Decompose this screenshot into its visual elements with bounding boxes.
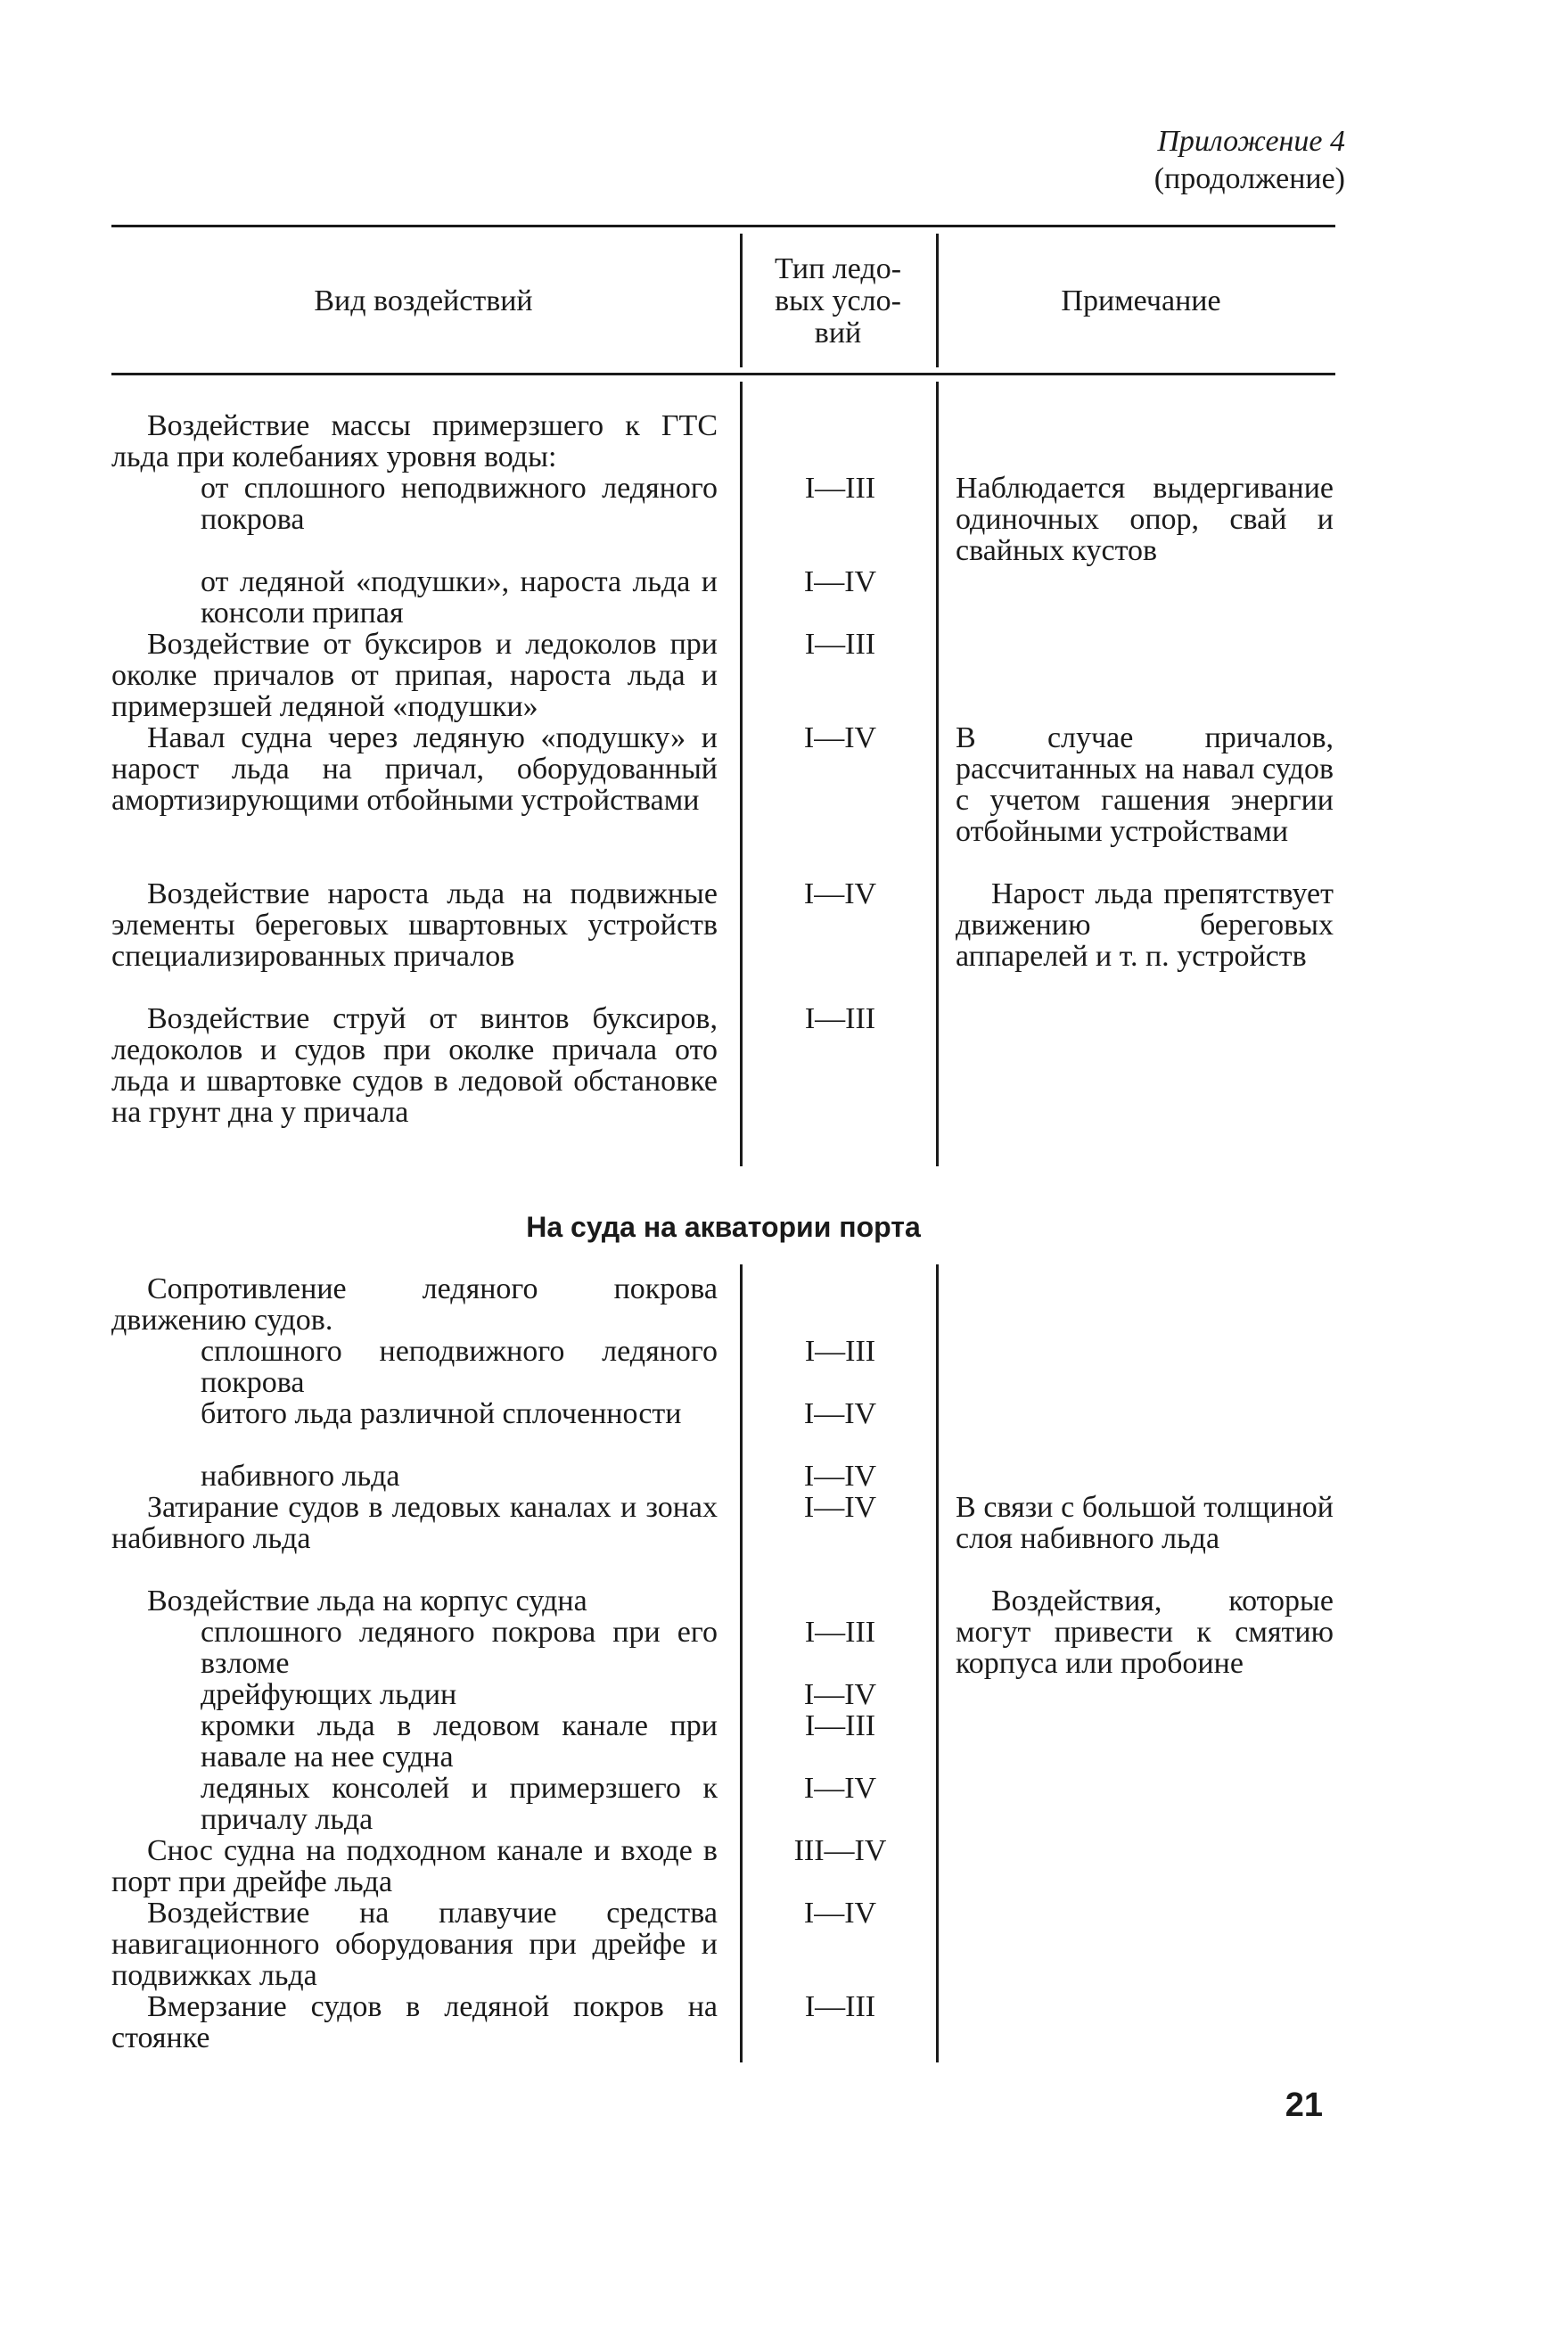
header-ice-type: Тип ледо-вых усло-вий	[774, 252, 902, 350]
type-propeller-jets: I—III	[804, 1002, 876, 1035]
row-navigation-aids: Воздействие на плавучие средства навигационного оборудования при дрейфе и подвижках льда	[111, 1897, 718, 1992]
type-packed-ice: I—IV	[803, 1460, 877, 1493]
type-vessel-berthing: I—IV	[803, 721, 877, 754]
row-vessel-berthing: Навал судна через ледяную «подушку» и нарост льда на причал, оборудованный амортизирующими отбойными устройствами	[111, 721, 718, 817]
column-divider-header-1	[740, 234, 743, 367]
row-drifting-floes: дрейфующих льдин	[201, 1678, 457, 1711]
type-ice-consoles: I—IV	[803, 1772, 877, 1805]
type-channel-edge: I—III	[804, 1709, 876, 1742]
row-vessel-drift: Снос судна на подходном канале и входе в порт при дрейфе льда	[111, 1834, 718, 1898]
row-vessel-jamming: Затирание судов в ледовых каналах и зонах набивного льда	[111, 1491, 718, 1555]
page-number: 21	[1285, 2087, 1323, 2124]
type-tugs-icebreakers: I—III	[804, 628, 876, 661]
row-broken-ice: битого льда различной сплоченности	[201, 1397, 682, 1430]
row-solid-ice-cover: от сплошного неподвижного ледяного покрова	[201, 472, 718, 536]
header-note: Примечание	[1061, 284, 1221, 317]
note-ramps: Нарост льда препятствует движению береговых аппарелей и т. п. устройств	[956, 877, 1334, 973]
row-ice-breakup: сплошного ледяного покрова при его взломе	[201, 1616, 718, 1680]
note-thick-layer: В связи с большой толщиной слоя набивного льда	[956, 1491, 1334, 1555]
type-solid-ice: I—III	[804, 1335, 876, 1368]
row-packed-ice: набивного льда	[201, 1460, 400, 1493]
header-kind-of-impact: Вид воздействий	[314, 284, 533, 317]
type-solid-ice-cover: I—III	[804, 472, 876, 505]
row-tugs-icebreakers: Воздействие от буксиров и ледоколов при околке причалов от припая, нароста льда и примерзшей ледяной «подушки»	[111, 628, 718, 723]
appendix-continuation: (продолжение)	[1153, 162, 1345, 195]
type-broken-ice: I—IV	[803, 1397, 877, 1430]
table-top-rule	[111, 225, 1335, 227]
section-title-vessels: На суда на акватории порта	[526, 1211, 921, 1243]
row-ice-cushion: от ледяной «подушки», нароста льда и консоли припая	[201, 565, 718, 630]
type-mooring-devices: I—IV	[803, 877, 877, 910]
type-ice-breakup: I—III	[804, 1616, 876, 1649]
type-vessel-jamming: I—IV	[803, 1491, 877, 1524]
row-solid-ice: сплошного неподвижного ледяного покрова	[201, 1335, 718, 1399]
appendix-heading	[1154, 123, 1345, 198]
column-divider-a-2	[936, 382, 939, 1166]
type-freezing-in: I—III	[804, 1990, 876, 2023]
column-divider-header-2	[936, 234, 939, 367]
type-navigation-aids: I—IV	[803, 1897, 877, 1930]
row-hull-impact: Воздействие льда на корпус судна	[147, 1585, 587, 1618]
column-divider-a-1	[740, 382, 743, 1166]
type-drifting-floes: I—IV	[803, 1678, 877, 1711]
note-fender-berths: В случае причалов, рассчитанных на навал судов с учетом гашения энергии отбойными устройствами	[956, 721, 1334, 848]
type-ice-cushion: I—IV	[803, 565, 877, 598]
row-freezing-in: Вмерзание судов в ледяной покров на стоянке	[111, 1990, 718, 2054]
row-ice-resistance: Сопротивление ледяного покрова движению судов.	[111, 1272, 718, 1337]
row-propeller-jets: Воздействие струй от винтов буксиров, ледоколов и судов при околке причала ото льда и швартовке судов в ледовой обстановке на грунт дна у причала	[111, 1002, 718, 1129]
note-pull-out-supports: Наблюдается выдергивание одиночных опор, свай и свайных кустов	[956, 472, 1334, 567]
appendix-title: Приложение 4	[1157, 125, 1345, 158]
column-divider-b-1	[740, 1264, 743, 2062]
type-vessel-drift: III—IV	[793, 1834, 887, 1867]
note-hull-damage: Воздействия, которые могут привести к смятию корпуса или пробоине	[956, 1585, 1334, 1680]
table-header-rule	[111, 373, 1335, 375]
row-ice-mass-impact: Воздействие массы примерзшего к ГТС льда при колебаниях уровня воды:	[111, 409, 718, 473]
row-ice-consoles: ледяных консолей и примерзшего к причалу льда	[201, 1772, 718, 1836]
column-divider-b-2	[936, 1264, 939, 2062]
row-channel-edge: кромки льда в ледовом канале при навале на нее судна	[201, 1709, 718, 1774]
row-mooring-devices: Воздействие нароста льда на подвижные элементы береговых швартовных устройств специализированных причалов	[111, 877, 718, 973]
